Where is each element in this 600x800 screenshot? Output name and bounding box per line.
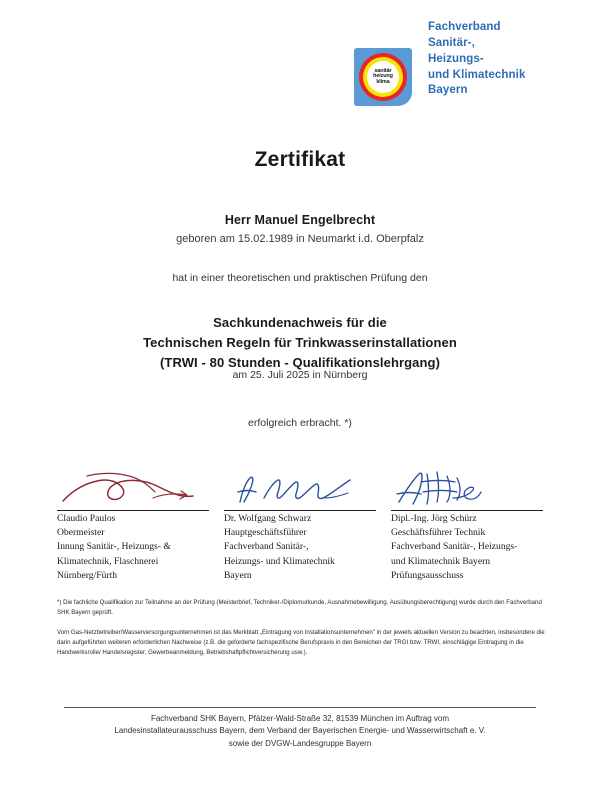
exam-date: am 25. Juli 2025 in Nürnberg <box>232 369 368 381</box>
signature-mark-3 <box>391 468 543 510</box>
signatory-org-3-line-1: Fachverband Sanitär-, Heizungs- <box>391 541 518 553</box>
footer-divider <box>64 707 536 708</box>
recipient-name: Herr Manuel Engelbrecht <box>224 213 376 227</box>
footer-line-1: Fachverband SHK Bayern, Pfälzer-Wald-Straße 32, 81539 München im Auftrag vom <box>150 714 450 723</box>
footer-line-2: Landesinstallateurausschuss Bayern, dem Verband der Bayerischen Energie- und Wasserwirtschaft e. V. <box>114 726 486 736</box>
org-line-1: Fachverband <box>428 21 501 33</box>
signatory-details-3 <box>391 512 543 583</box>
recipient-block <box>0 213 600 245</box>
intro-line: hat in einer theoretischen und praktischen Prüfung den <box>172 272 428 284</box>
logo-text-line-1: sanitär <box>374 67 392 74</box>
recipient-birth-info: geboren am 15.02.1989 in Neumarkt i.d. Oberpfalz <box>176 233 424 245</box>
logo-text-line-3: klima <box>376 78 390 85</box>
signature-block <box>57 468 543 583</box>
logo-center-text <box>367 61 399 93</box>
signatory-role-2: Hauptgeschäftsführer <box>224 527 307 539</box>
org-line-5: Bayern <box>428 84 468 97</box>
subject-line-1: Sachkundenachweis für die <box>213 315 387 330</box>
signatory-org-2-line-1: Fachverband Sanitär-, <box>224 541 309 553</box>
signature-column-3 <box>391 468 543 583</box>
subject-line-2: Technischen Regeln für Trinkwasserinstallationen <box>143 334 457 350</box>
signatory-org-1-line-3: Nürnberg/Fürth <box>57 569 118 581</box>
subject-line-3: (TRWI - 80 Stunden - Qualifikationslehrgang) <box>159 354 441 370</box>
document-header <box>352 18 588 110</box>
footnotes-block <box>57 598 545 658</box>
exam-result: erfolgreich erbracht. *) <box>248 417 352 429</box>
signatory-org-2-line-2: Heizungs- und Klimatechnik <box>224 555 335 567</box>
org-line-4: und Klimatechnik <box>428 68 526 81</box>
org-line-2: Sanitär-, <box>428 36 475 49</box>
footnote-1: *) Die fachliche Qualifikation zur Teilnahme an der Prüfung (Meisterbrief, Techniker-/Diplomurkunde, Ausnahmebewilligung, Ausübungsberechtigung) wurde durch den Fachverband SHK Bayern geprüft. <box>57 599 542 617</box>
signatory-org-2-line-3: Bayern <box>224 569 252 581</box>
org-line-3: Heizungs- <box>428 52 484 65</box>
signatory-role-3: Geschäftsführer Technik <box>391 527 486 539</box>
signature-mark-2 <box>224 468 376 510</box>
page-title: Zertifikat <box>254 148 346 171</box>
signature-column-1 <box>57 468 209 583</box>
signatory-name-2: Dr. Wolfgang Schwarz <box>224 513 312 524</box>
signatory-name-3: Dipl.-Ing. Jörg Schürz <box>391 513 477 524</box>
signatory-org-1-line-2: Klimatechnik, Flaschnerei <box>57 555 159 567</box>
signature-column-2 <box>224 468 376 583</box>
signatory-details-1 <box>57 512 209 583</box>
logo-text-line-2: heizung <box>373 73 393 80</box>
shk-logo-icon <box>352 46 414 110</box>
certificate-subject <box>0 313 600 372</box>
signatory-name-1: Claudio Paulos <box>57 513 116 524</box>
footnote-2: Vom Gas-Netzbetreiber/Wasserversorgungsunternehmen ist das Merkblatt „Eintragung von Installationsunternehmen" in der jeweils aktuellen Version zu beachten, insbesondere die darin aufgeführten weiteren erforderlichen Nachweise (z.B. die geforderte fachspezifische Berufspraxis in den Bereichen der TRGI bzw. TRWI, einschlägige Eintragung in die Handwerksrolle/ Handelsregister, Gewerbeanmeldung, Betriebshaftpflichtversicherung usw.). <box>57 629 545 657</box>
signature-mark-1 <box>57 468 209 510</box>
signatory-org-1-line-1: Innung Sanitär-, Heizungs- & <box>57 541 171 553</box>
signatory-org-3-line-3: Prüfungsausschuss <box>391 569 464 581</box>
signatory-details-2 <box>224 512 376 583</box>
page-footer <box>40 713 560 750</box>
organization-name <box>428 18 525 99</box>
signatory-org-3-line-2: und Klimatechnik Bayern <box>391 555 491 567</box>
signatory-role-1: Obermeister <box>57 527 105 539</box>
footer-line-3: sowie der DVGW-Landesgruppe Bayern <box>228 738 372 748</box>
